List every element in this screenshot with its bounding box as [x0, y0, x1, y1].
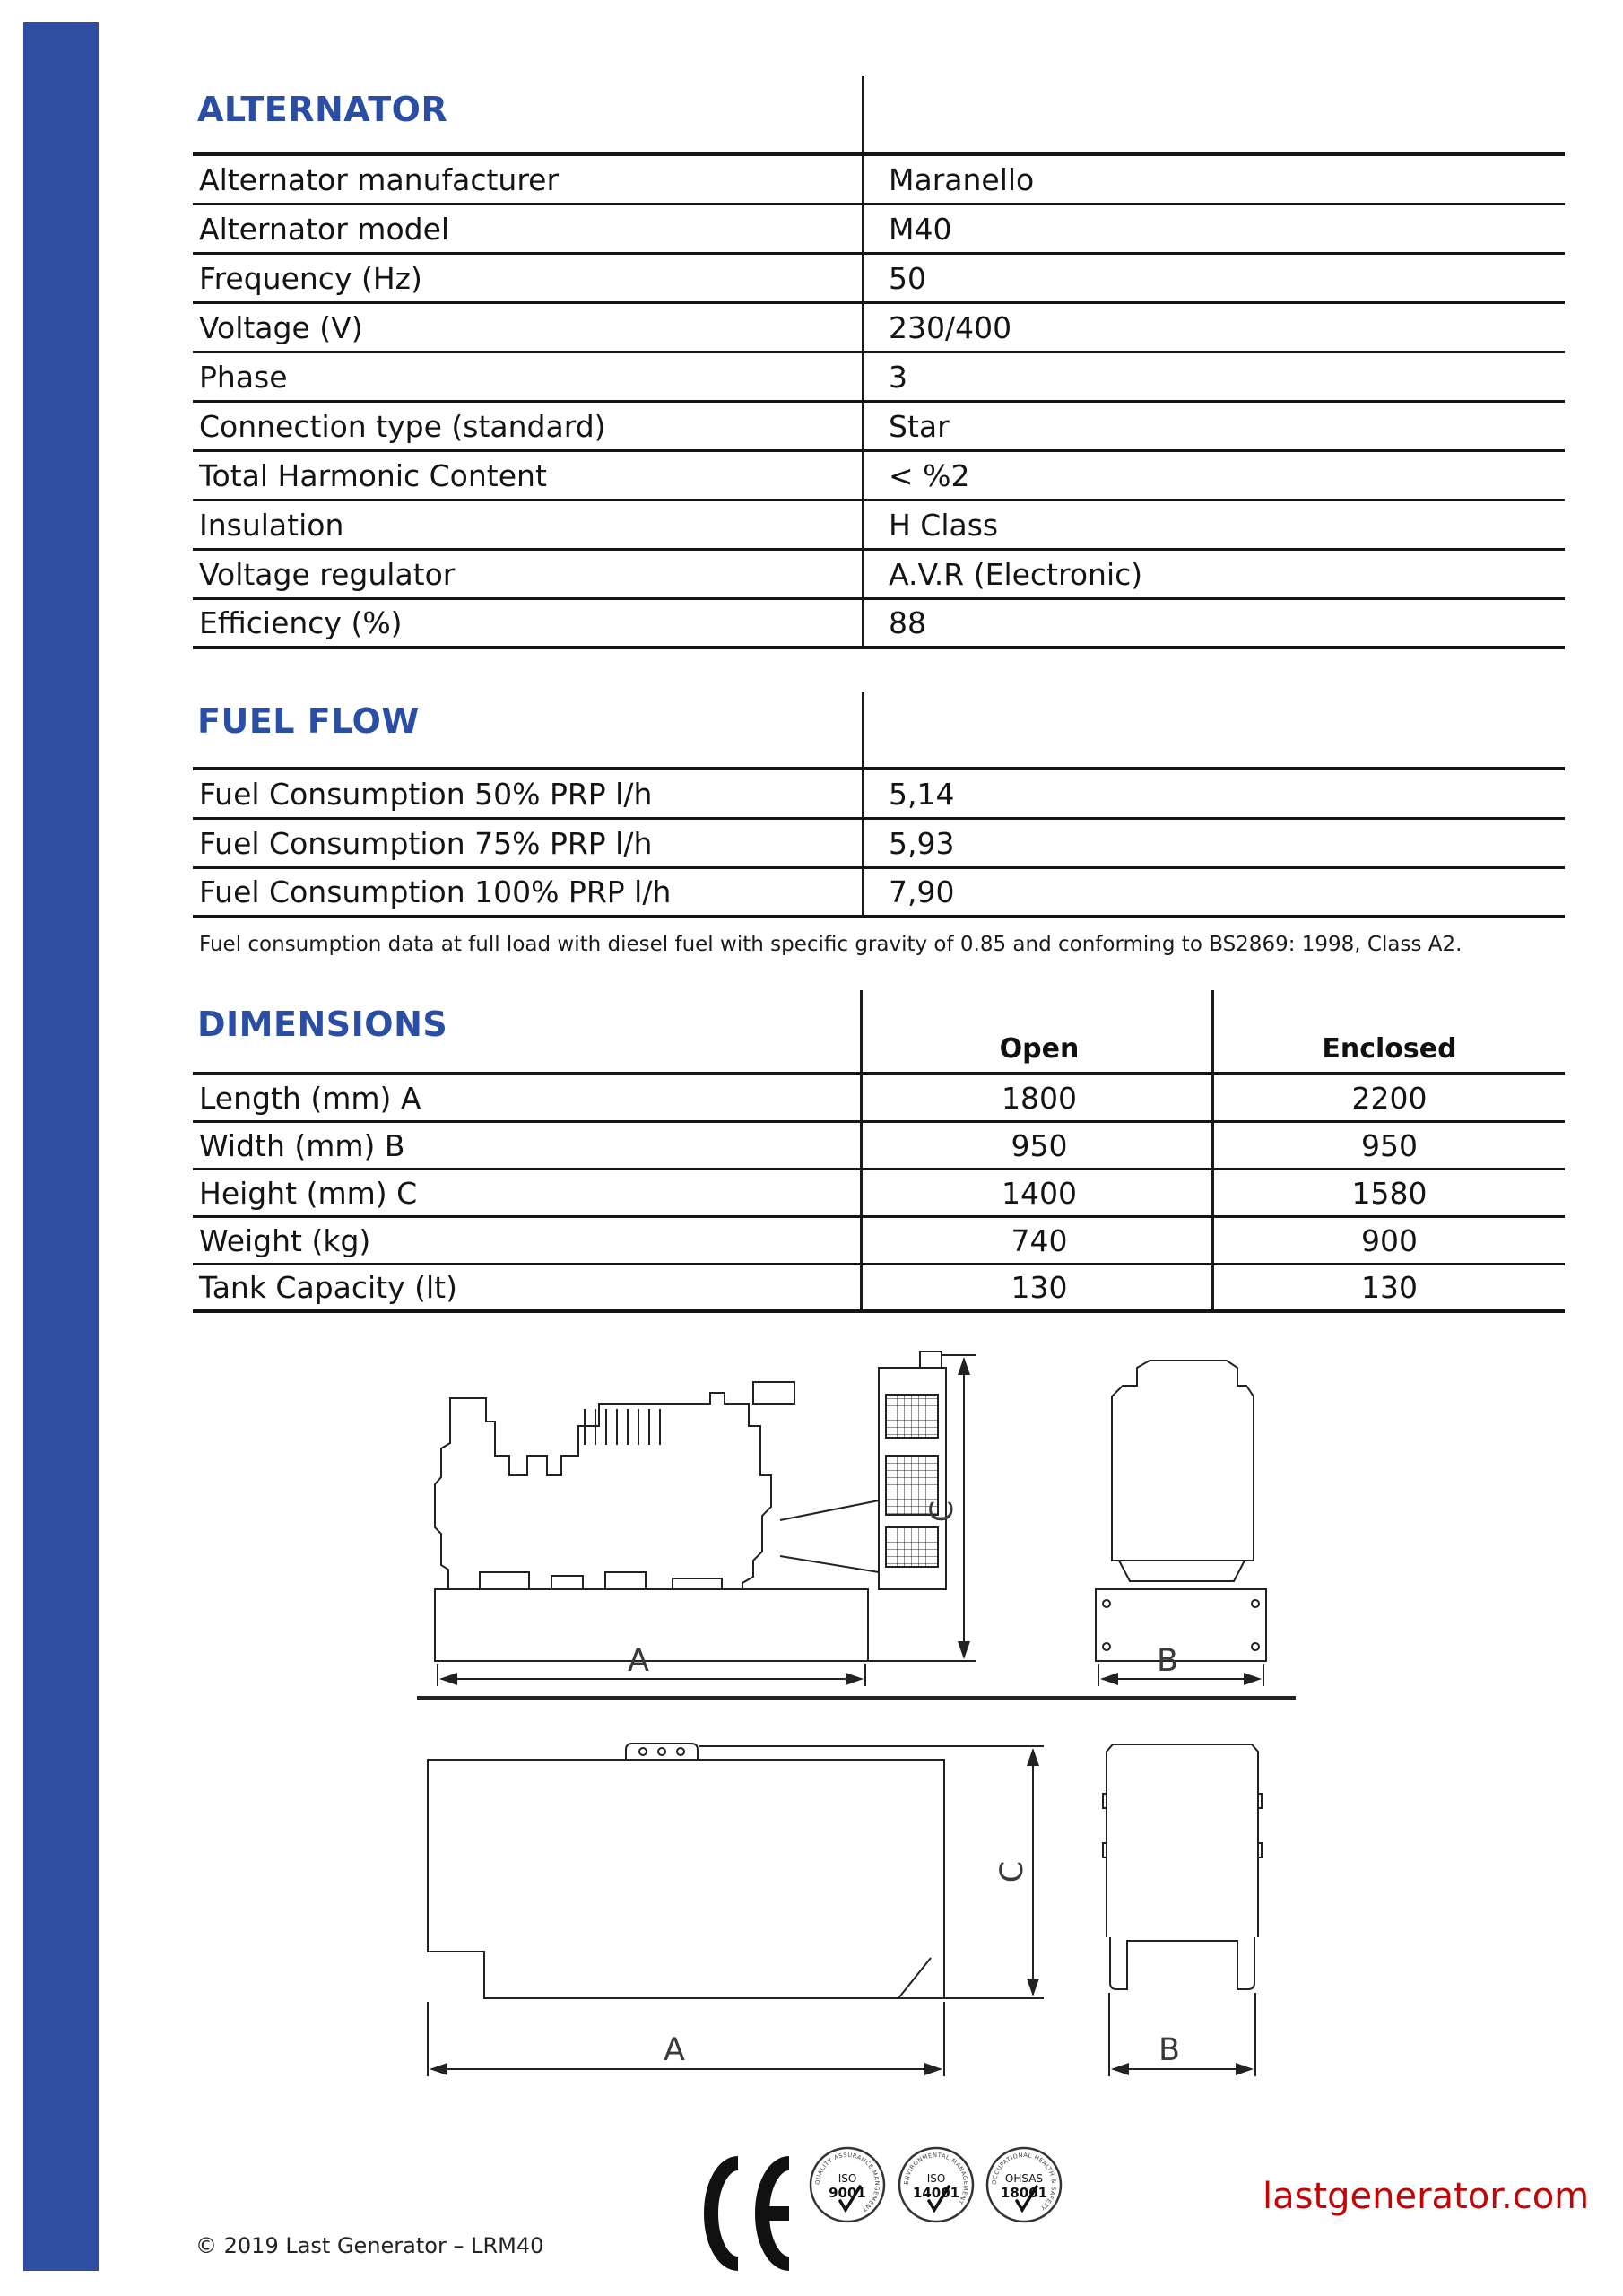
technical-drawings [395, 1341, 1327, 2103]
row-value: < %2 [889, 457, 970, 493]
enclosed-genset-side-view [428, 1744, 1044, 2076]
svg-text:9001: 9001 [829, 2185, 866, 2201]
iso-14001-badge-icon [899, 2148, 973, 2222]
dim-label-B-open: B [1156, 1643, 1179, 1679]
row-value: A.V.R (Electronic) [889, 556, 1143, 592]
ohsas-18001-badge-icon [987, 2148, 1061, 2222]
radiator-cap [920, 1352, 942, 1368]
row-label: Height (mm) C [199, 1175, 418, 1211]
iso-9001-badge-icon [811, 2148, 884, 2222]
table-row [193, 353, 1565, 403]
website-link[interactable]: lastgenerator.com [1263, 2176, 1590, 2217]
table-row [193, 770, 1565, 820]
row-label: Phase [199, 359, 288, 395]
row-label: Total Harmonic Content [199, 457, 547, 493]
table-row [193, 403, 1565, 452]
svg-text:ISO: ISO [926, 2172, 946, 2185]
row-value: 5,93 [889, 825, 955, 861]
open-value: 1400 [1002, 1175, 1077, 1211]
row-value: Star [889, 408, 950, 444]
table-row [193, 304, 1565, 353]
dim-label-C-open: C [924, 1500, 960, 1523]
enclosed-value: 950 [1361, 1127, 1418, 1163]
open-genset-end-view [1096, 1361, 1266, 1686]
row-value: 3 [889, 359, 907, 395]
table-row [193, 600, 1565, 649]
row-label: Efficiency (%) [199, 605, 403, 640]
vent-slots [585, 1409, 660, 1445]
row-label: Weight (kg) [199, 1222, 371, 1258]
enclosed-value: 130 [1361, 1270, 1418, 1305]
mounting-pads [480, 1572, 722, 1589]
row-label: Alternator model [199, 211, 450, 247]
svg-text:OCCUPATIONAL HEALTH & SAFETY: OCCUPATIONAL HEALTH & SAFETY [990, 2151, 1058, 2213]
row-value: 230/400 [889, 309, 1012, 345]
fuel-consumption-note: Fuel consumption data at full load with diesel fuel with specific gravity of 0.85 and conforming to BS2869: 1998, Class A2. [199, 933, 1462, 956]
row-value: H Class [889, 507, 999, 543]
open-value: 130 [1011, 1270, 1068, 1305]
row-label: Fuel Consumption 100% PRP l/h [199, 874, 672, 909]
enclosed-value: 900 [1361, 1222, 1418, 1258]
svg-text:QUALITY ASSURANCE MANGEMENT: QUALITY ASSURANCE MANGEMENT [813, 2151, 881, 2213]
svg-text:ENVIRONMENTAL MANAGEMENT: ENVIRONMENTAL MANAGEMENT [902, 2151, 970, 2206]
open-value: 740 [1011, 1222, 1068, 1258]
dimensions-section-title: DIMENSIONS [197, 1004, 448, 1044]
row-value: 88 [889, 605, 926, 640]
certification-badges [808, 2145, 1063, 2224]
row-label: Width (mm) B [199, 1127, 405, 1163]
dimensions-header-row [193, 1028, 1565, 1069]
open-value: 950 [1011, 1127, 1068, 1163]
dim-label-A-enclosed: A [664, 2032, 685, 2068]
table-row [193, 156, 1565, 205]
table-row [193, 1075, 1565, 1123]
enclosed-genset-end-view [1103, 1744, 1262, 2076]
row-label: Alternator manufacturer [199, 161, 560, 197]
base-frame [435, 1589, 868, 1661]
row-label: Fuel Consumption 50% PRP l/h [199, 776, 653, 812]
table-row [193, 1265, 1565, 1313]
row-value: 7,90 [889, 874, 955, 909]
dim-label-B-enclosed: B [1158, 2032, 1181, 2068]
row-label: Voltage regulator [199, 556, 456, 592]
ce-mark-icon [698, 2154, 796, 2273]
open-genset-side-view [435, 1352, 976, 1686]
open-value: 1800 [1002, 1080, 1077, 1116]
fuel-flow-section-title: FUEL FLOW [197, 701, 420, 741]
table-row [193, 255, 1565, 304]
svg-text:14001: 14001 [912, 2185, 960, 2201]
fuel-flow-table [193, 767, 1565, 918]
fan-cone [780, 1500, 879, 1572]
row-label: Frequency (Hz) [199, 260, 422, 296]
table-row [193, 1170, 1565, 1218]
table-row [193, 452, 1565, 501]
brand-side-bar [23, 22, 99, 2271]
table-row [193, 551, 1565, 600]
lifting-lug [626, 1744, 698, 1760]
row-value: 5,14 [889, 776, 955, 812]
row-label: Insulation [199, 507, 344, 543]
dimensions-table [193, 1072, 1565, 1313]
enclosed-value: 2200 [1351, 1080, 1428, 1116]
row-value: Maranello [889, 161, 1035, 197]
dim-label-A-open: A [628, 1643, 649, 1679]
table-row [193, 1218, 1565, 1265]
row-value: M40 [889, 211, 952, 247]
control-box [753, 1382, 794, 1404]
dim-label-C-enclosed: C [994, 1860, 1030, 1883]
table-row [193, 820, 1565, 869]
svg-text:ISO: ISO [838, 2172, 857, 2185]
table-row [193, 501, 1565, 551]
row-label: Length (mm) A [199, 1080, 421, 1116]
row-value: 50 [889, 260, 926, 296]
enclosed-value: 1580 [1351, 1175, 1428, 1211]
column-header-open: Open [999, 1032, 1080, 1065]
svg-text:OHSAS: OHSAS [1004, 2172, 1044, 2185]
svg-text:18001: 18001 [1000, 2185, 1048, 2201]
alternator-table [193, 152, 1565, 649]
row-label: Voltage (V) [199, 309, 363, 345]
alternator-section-title: ALTERNATOR [197, 90, 448, 129]
table-row [193, 869, 1565, 918]
column-header-enclosed: Enclosed [1322, 1032, 1457, 1065]
table-row [193, 205, 1565, 255]
row-label: Connection type (standard) [199, 408, 606, 444]
row-label: Fuel Consumption 75% PRP l/h [199, 825, 653, 861]
row-label: Tank Capacity (lt) [199, 1270, 457, 1305]
copyright-text: © 2019 Last Generator – LRM40 [195, 2233, 544, 2258]
table-row [193, 1123, 1565, 1170]
